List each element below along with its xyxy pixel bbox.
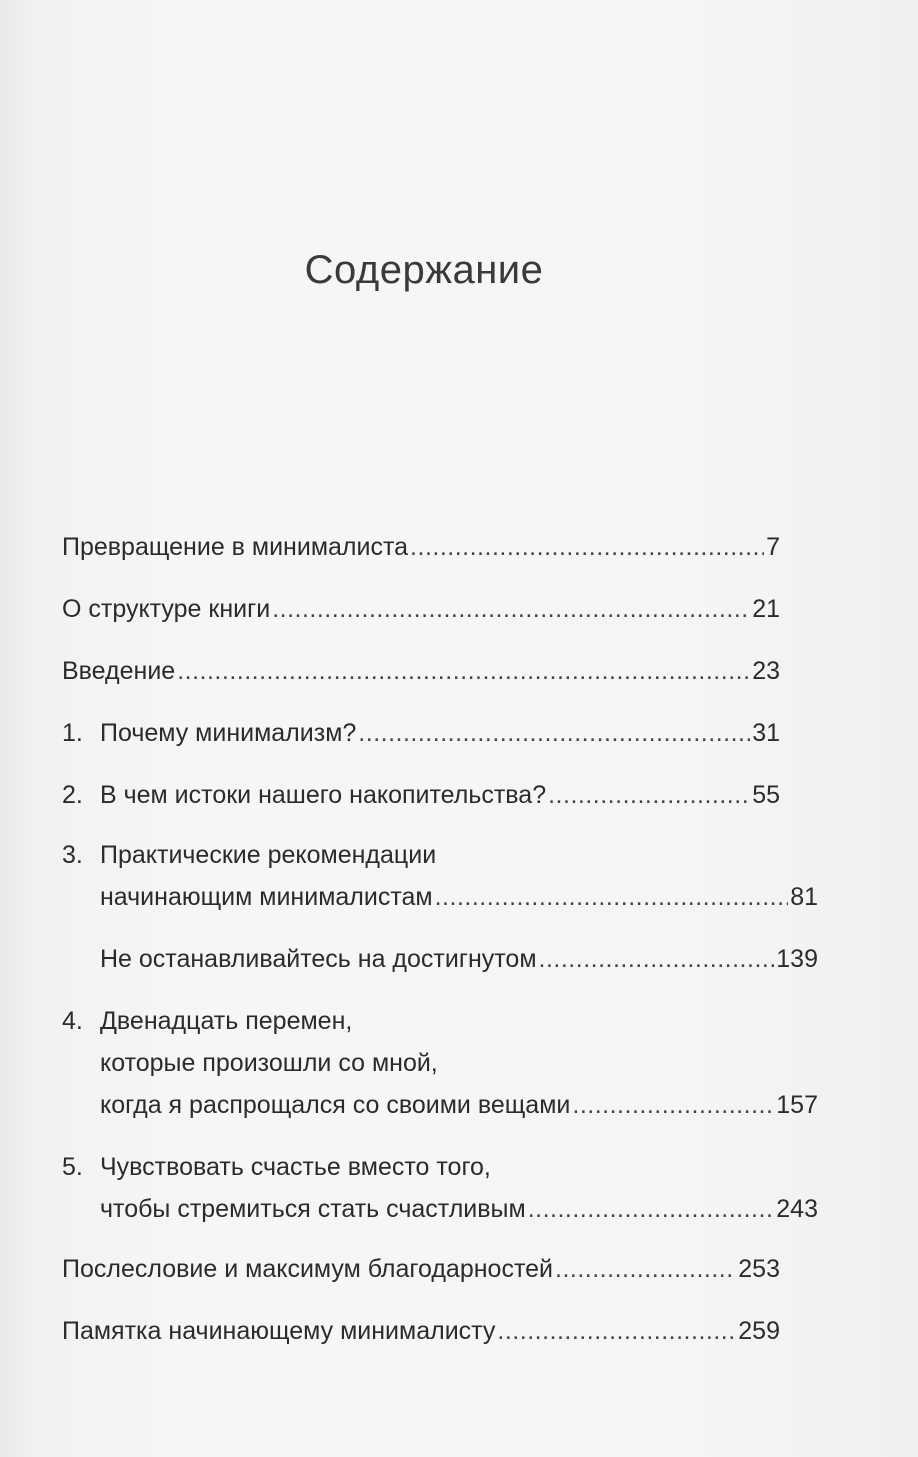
toc-entry-chapter-4 — [62, 1000, 818, 1126]
toc-entry-text: Практические рекомендации — [100, 841, 437, 869]
chapter-number: 3. — [62, 841, 83, 869]
toc-page-number: 31 — [752, 719, 780, 747]
toc-page-number: 23 — [752, 657, 780, 685]
toc-entry-text: Почему минимализм? — [100, 719, 357, 747]
chapter-number: 1. — [62, 719, 83, 747]
leader-dots — [435, 876, 789, 918]
toc-entry-text: Чувствовать счастье вместо того, — [100, 1153, 491, 1181]
toc-page-number: 259 — [738, 1317, 780, 1345]
chapter-number: 4. — [62, 1007, 83, 1035]
toc-page-number: 55 — [752, 781, 780, 809]
toc-page-number: 253 — [738, 1255, 780, 1283]
leader-dots — [548, 774, 750, 816]
leader-dots — [555, 1248, 736, 1290]
toc-entry-chapter-1 — [62, 712, 780, 754]
toc-entry-text: Послесловие и максимум благодарностей — [62, 1255, 553, 1283]
leader-dots — [497, 1310, 736, 1352]
toc-page-number: 139 — [776, 945, 818, 973]
chapter-number: 2. — [62, 781, 83, 809]
leader-dots — [572, 1084, 774, 1126]
toc-entry-text: Не останавливайтесь на достигнутом — [100, 945, 537, 973]
toc-page-number: 243 — [776, 1195, 818, 1223]
toc-entry-chapter-2 — [62, 774, 780, 816]
leader-dots — [177, 650, 750, 692]
toc-entry-transformation — [62, 526, 780, 568]
toc-entry-structure — [62, 588, 780, 630]
toc-entry-text: Двенадцать перемен, — [100, 1007, 353, 1035]
toc-page-number: 81 — [790, 883, 818, 911]
leader-dots — [528, 1188, 775, 1230]
toc-entry-text: Превращение в минималиста — [62, 533, 409, 561]
toc-entry-text: В чем истоки нашего накопительства? — [100, 781, 547, 809]
leader-dots — [539, 938, 775, 980]
toc-entry-text: начинающим минималистам — [100, 883, 433, 911]
toc-page-number: 21 — [752, 595, 780, 623]
toc-entry-text: чтобы стремиться стать счастливым — [100, 1195, 526, 1223]
toc-entry-introduction — [62, 650, 780, 692]
toc-entry-text: Введение — [62, 657, 176, 685]
toc-entry-text: когда я распрощался со своими вещами — [100, 1091, 571, 1119]
leader-dots — [358, 712, 750, 754]
chapter-number: 5. — [62, 1153, 83, 1181]
toc-page-number: 7 — [766, 533, 780, 561]
page-title: Содержание — [304, 248, 544, 292]
leader-dots — [410, 526, 764, 568]
leader-dots — [272, 588, 750, 630]
toc-entry-memo — [62, 1310, 780, 1352]
toc-entry-dont-stop — [62, 938, 818, 980]
toc-entry-text: О структуре книги — [62, 595, 271, 623]
toc-entry-chapter-5 — [62, 1146, 818, 1230]
toc-entry-afterword — [62, 1248, 780, 1290]
toc-entry-text: Памятка начинающему минималисту — [62, 1317, 496, 1345]
toc-entry-text: которые произошли со мной, — [100, 1049, 438, 1077]
toc-page-number: 157 — [776, 1091, 818, 1119]
toc-entry-chapter-3 — [62, 834, 818, 918]
